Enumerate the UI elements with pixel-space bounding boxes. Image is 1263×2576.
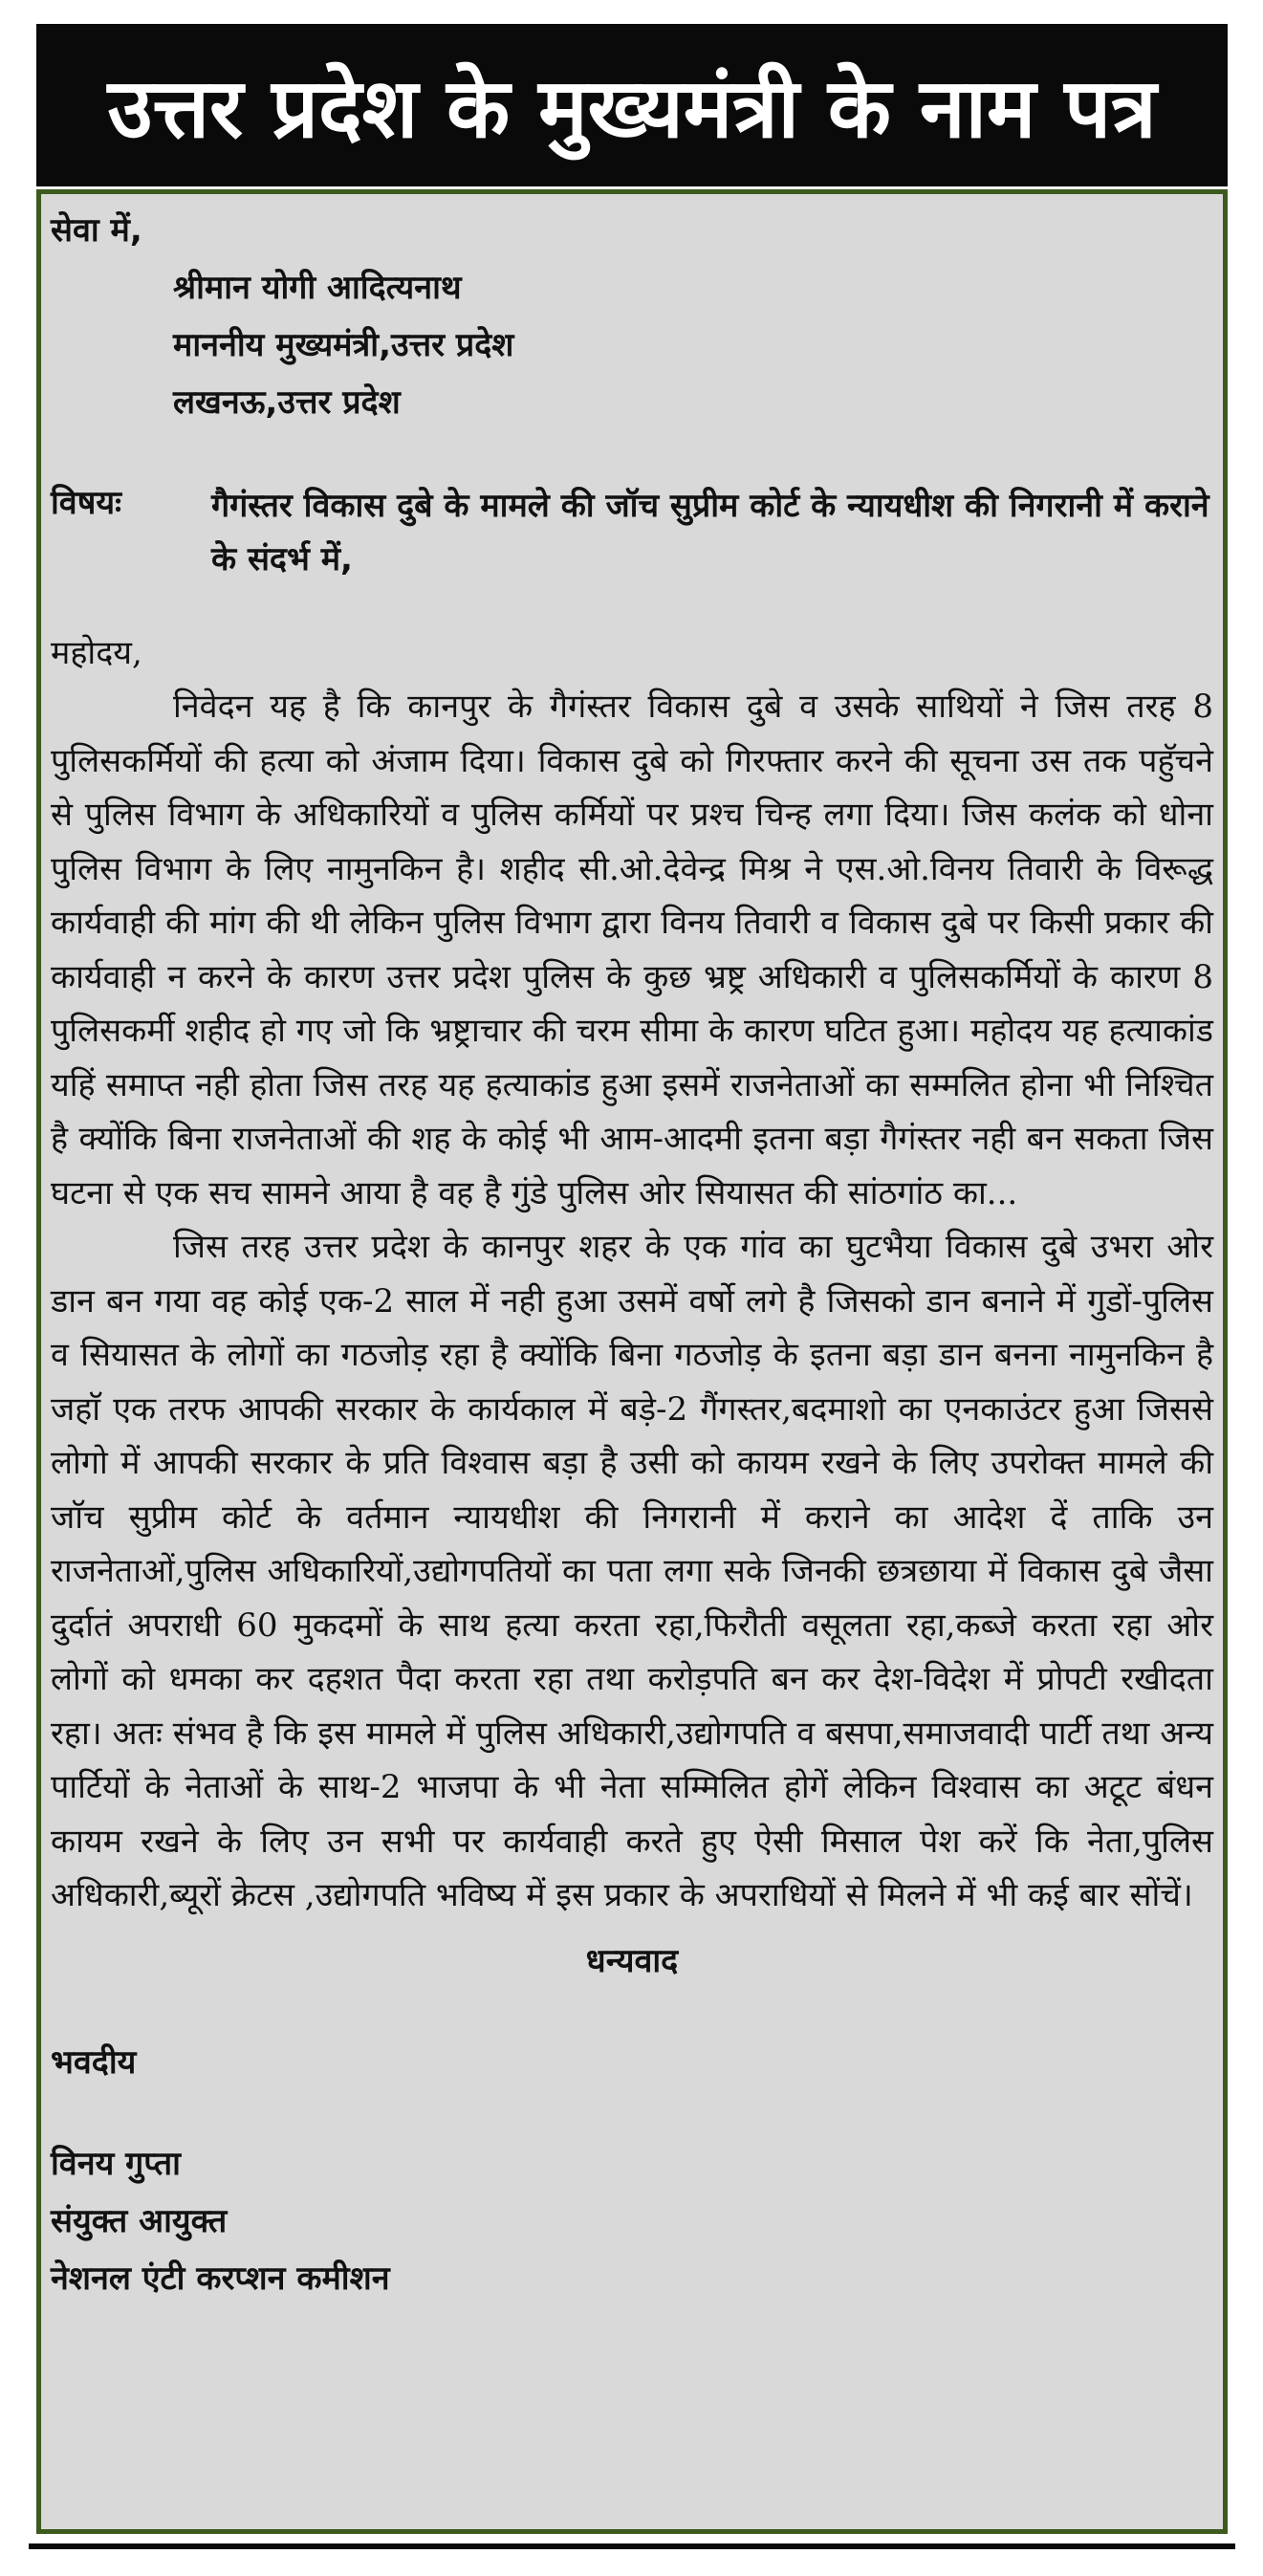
closing-text: भवदीय: [51, 2042, 137, 2082]
headline-text: उत्तर प्रदेश के मुख्यमंत्री के नाम पत्र: [107, 60, 1157, 157]
subject-block: [51, 479, 1213, 586]
recipient-city: लखनऊ,उत्तर प्रदेश: [173, 383, 401, 422]
recipient-name: श्रीमान योगी आदित्यनाथ: [173, 269, 462, 307]
subject-text: गैगंस्तर विकास दुबे के मामले की जॉच सुप्रीम कोर्ट के न्यायधीश की निगरानी में कराने के संदर्भ में,: [211, 487, 1209, 579]
salutation: महोदय,: [51, 634, 142, 672]
letter-box: [36, 189, 1228, 2534]
thanks-text: धन्यवाद: [585, 1941, 679, 1980]
signatory-organization: नेशनल एंटी करप्शन कमीशन: [51, 2259, 390, 2298]
body-paragraph-1: निवेदन यह है कि कानपुर के गैगंस्तर विकास दुबे व उसके साथियों ने जिस तरह 8 पुलिसकर्मियों की हत्या को अंजाम दिया। विकास दुबे को गिरफ्तार करने की सूचना उस तक पहुॅचने से पुलिस विभाग के अधिकारियों व पुलिस कर्मियों पर प्रश्च चिन्ह लगा दिया। जिस कलंक को धोना पुलिस विभाग के लिए नामुनकिन है। शहीद सी.ओ.देवेन्द्र मिश्र ने एस.ओ.विनय तिवारी के विरूद्ध कार्यवाही की मांग की थी लेकिन पुलिस विभाग द्वारा विनय तिवारी व विकास दुबे पर किसी प्रकार की कार्यवाही न करने के कारण उत्तर प्रदेश पुलिस के कुछ भ्रष्ट्र अधिकारी व पुलिसकर्मियों के कारण 8 पुलिसकर्मी शहीद हो गए जो कि भ्रष्ट्राचार की चरम सीमा के कारण घटित हुआ। महोदय यह हत्याकांड यहिं समाप्त नही होता जिस तरह यह हत्याकांड हुआ इसमें राजनेताओं का सम्मलित होना भी निश्चित है क्योंकि बिना राजनेताओं की शह के कोई भी आम-आदमी इतना बड़ा गैगंस्तर नही बन सकता जिस घटना से एक सच सामने आया है वह है गुंडे पुलिस ओर सियासत की सांठगांठ का...: [51, 688, 1213, 1212]
signatory-name: विनय गुप्ता: [51, 2144, 181, 2183]
subject-label: विषयः: [51, 484, 121, 522]
body-paragraph-2: जिस तरह उत्तर प्रदेश के कानपुर शहर के एक गांव का घुटभैया विकास दुबे उभरा ओर डान बन गया वह कोई एक-2 साल में नही हुआ उसमें वर्षो लगे है जिसको डान बनाने में गुडों-पुलिस व सियासत के लोगों का गठजोड़ रहा है क्योंकि बिना गठजोड़ के इतना बड़ा डान बनना नामुनकिन है जहाॅ एक तरफ आपकी सरकार के कार्यकाल में बड़े-2 गैंगस्तर,बदमाशो का एनकाउंटर हुआ जिससे लोगो में आपकी सरकार के प्रति विश्वास बड़ा है उसी को कायम रखने के लिए उपरोक्त मामले की जाॅच सुप्रीम कोर्ट के वर्तमान न्यायधीश की निगरानी में कराने का आदेश दें ताकि उन राजनेताओं,पुलिस अधिकारियों,उद्योगपतियों का पता लगा सके जिनकी छत्रछाया में विकास दुबे जैसा दुर्दातं अपराधी 60 मुकदमों के साथ हत्या करता रहा,फिरौती वसूलता रहा,कब्जे करता रहा ओर लोगों को धमका कर दहशत पैदा करता रहा तथा करोड़पति बन कर देश-विदेश में प्रोपटी रखीदता रहा। अतः संभव है कि इस मामले में पुलिस अधिकारी,उद्योगपति व बसपा,समाजवादी पार्टी तथा अन्य पार्टियों के नेताओं के साथ-2 भाजपा के भी नेता सम्मिलित होगें लेकिन विश्वास का अटूट बंधन कायम रखने के लिए उन सभी पर कार्यवाही करते हुए ऐसी मिसाल पेश करें कि नेता,पुलिस अधिकारी,ब्यूरों क्रेटस ,उद्योगपति भविष्य में इस प्रकार के अपराधियों से मिलने में भी कई बार सोंचें।: [51, 1228, 1213, 1914]
letter-content: [51, 202, 1213, 2307]
letter-headline: [36, 24, 1228, 186]
signatory-title: संयुक्त आयुक्त: [51, 2201, 228, 2240]
letter-body: [51, 680, 1213, 1923]
to-label: सेवा में,: [51, 211, 142, 250]
bottom-divider: [29, 2543, 1235, 2549]
recipient-designation: माननीय मुख्यमंत्री,उत्तर प्रदेश: [173, 326, 514, 364]
